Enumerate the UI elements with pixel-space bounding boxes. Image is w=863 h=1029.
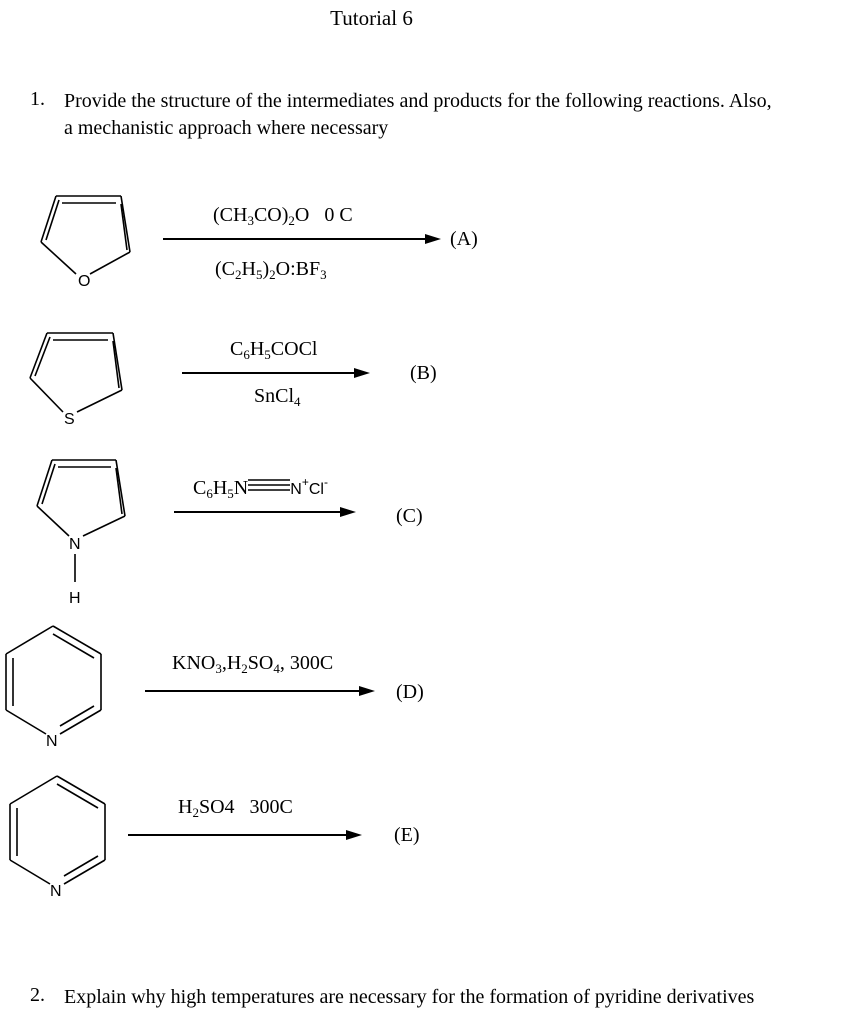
reaction-c-reagent-top: $C_6H_5N$ N+Cl- (193, 475, 328, 501)
furan-heteroatom-label: O (78, 273, 91, 290)
pyridine-d-heteroatom-label: N (46, 733, 58, 750)
reaction-c-arrow (174, 505, 358, 519)
thiophene-heteroatom-label: S (64, 411, 75, 428)
reaction-a-arrow (163, 232, 443, 246)
product-b-label: (B) (410, 362, 437, 384)
reaction-b-reagent-top: $C_6H_5COCl$ (230, 338, 318, 362)
reaction-e-arrow (128, 828, 364, 842)
reaction-a-reagent-bottom: $(C_2H_5)_2O:BF_3$ (215, 258, 327, 282)
question-1-number: 1. (30, 88, 45, 110)
question-1-text (64, 88, 863, 142)
product-e-label: (E) (394, 824, 420, 846)
reaction-b-arrow (182, 366, 372, 380)
thiophene-structure (20, 316, 135, 431)
page-title: Tutorial 6 (330, 6, 413, 30)
pyrrole-heteroatom-label: N (69, 536, 81, 553)
reaction-e-reagent-top: $H_2SO4$ 300C (178, 796, 293, 820)
triple-bond (248, 478, 290, 492)
pyrrole-structure (24, 448, 139, 608)
product-c-label: (C) (396, 505, 423, 527)
pyridine-e-heteroatom-label: N (50, 883, 62, 900)
reaction-b-reagent-bottom: SnCl$_4$ (254, 385, 301, 409)
reaction-d-arrow (145, 684, 377, 698)
pyridine-structure-e (4, 770, 114, 900)
pyridine-structure-d (0, 620, 110, 750)
question-2-number: 2. (30, 984, 45, 1006)
question-1-line-1: Provide the structure of the intermediates and products for the following reactions. Also, (64, 90, 772, 112)
product-d-label: (D) (396, 681, 424, 703)
pyrrole-substituent-label: H (69, 590, 81, 607)
question-1-line-2: a mechanistic approach where necessary (64, 117, 389, 139)
reaction-a-reagent-top: $(CH_3CO)_2O$ 0 C (213, 204, 353, 228)
reaction-d-reagent-top: $KNO_3,H_2SO_4$, 300C (172, 652, 334, 676)
question-2-text: Explain why high temperatures are necessary for the formation of pyridine derivatives (64, 986, 755, 1008)
furan-structure (28, 180, 143, 295)
product-a-label: (A) (450, 228, 478, 250)
